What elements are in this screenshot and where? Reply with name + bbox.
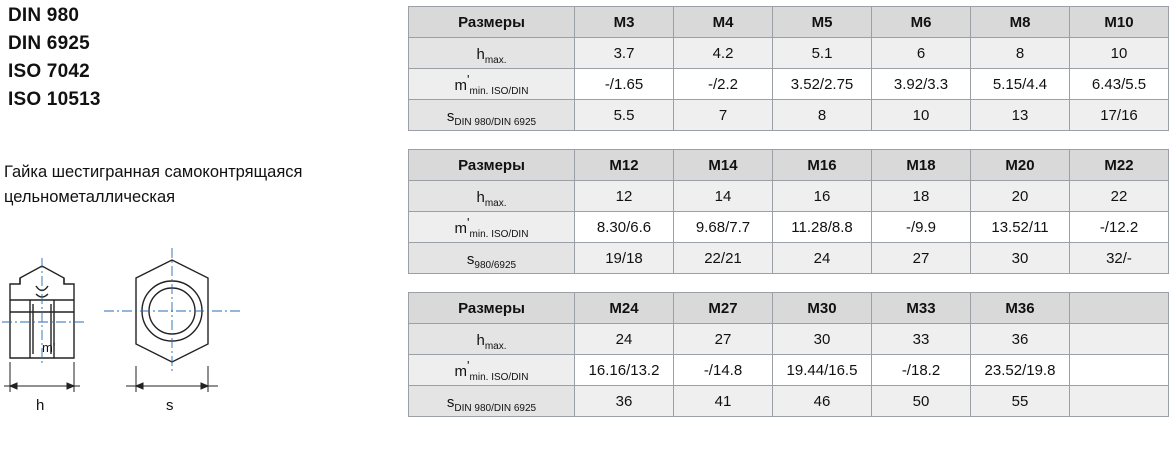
table-cell: 16 [773,181,872,212]
row-symbol: h [476,331,485,349]
column-header: M24 [575,293,674,324]
column-header: M5 [773,7,872,38]
column-header: M20 [971,150,1070,181]
row-header [409,355,575,386]
table-cell-empty [1070,355,1169,386]
table-row [409,243,1169,274]
table-cell: -/9.9 [872,212,971,243]
product-description [4,160,404,210]
table-row [409,181,1169,212]
column-header-empty [1070,293,1169,324]
standards-list [8,2,388,114]
row-subscript: DIN 980/DIN 6925 [454,402,537,414]
table-cell: 36 [575,386,674,417]
table-cell: 30 [773,324,872,355]
table-cell: 19.44/16.5 [773,355,872,386]
table-cell: 24 [575,324,674,355]
table-cell: 41 [674,386,773,417]
table-cell: 9.68/7.7 [674,212,773,243]
table-cell: -/1.65 [575,69,674,100]
row-header [409,324,575,355]
table-cell: 12 [575,181,674,212]
table-cell: 5.5 [575,100,674,131]
table-cell: 50 [872,386,971,417]
row-symbol: m [454,362,468,380]
table-cell: 4.2 [674,38,773,69]
dimension-table [408,6,1169,131]
table-row [409,355,1169,386]
dimension-tables [408,6,1168,435]
drawing-svg [0,240,400,440]
column-header: M27 [674,293,773,324]
table-cell: 19/18 [575,243,674,274]
column-header: M3 [575,7,674,38]
row-header [409,243,575,274]
table-cell: 8 [971,38,1070,69]
row-header [409,386,575,417]
table-cell: 46 [773,386,872,417]
table-cell: 11.28/8.8 [773,212,872,243]
standard-item: ISO 10513 [8,89,101,110]
dimension-table [408,149,1169,274]
table-cell: 8.30/6.6 [575,212,674,243]
column-header: M6 [872,7,971,38]
column-header: M14 [674,150,773,181]
row-symbol: s [446,107,455,125]
standard-item: DIN 6925 [8,33,90,54]
column-header: M10 [1070,7,1169,38]
row-symbol: s [466,250,475,268]
column-header: M12 [575,150,674,181]
column-header: Размеры [409,150,575,181]
column-header: Размеры [409,293,575,324]
row-subscript: min. ISO/DIN [469,228,529,240]
table-cell: 13.52/11 [971,212,1070,243]
row-subscript: max. [484,54,507,66]
dimension-label-s: s [166,397,174,414]
column-header: M36 [971,293,1070,324]
table-header-row [409,293,1169,324]
column-header: M30 [773,293,872,324]
row-header [409,100,575,131]
table-cell: 3.92/3.3 [872,69,971,100]
table-cell-empty [1070,386,1169,417]
table-cell: 24 [773,243,872,274]
table-cell: 13 [971,100,1070,131]
table-cell: 32/- [1070,243,1169,274]
description-line: Гайка шестигранная самоконтрящаяся [4,163,303,181]
table-cell: 33 [872,324,971,355]
row-header [409,212,575,243]
row-subscript: 980/6925 [474,259,517,271]
table-cell-empty [1070,324,1169,355]
dimension-label-h: h [36,397,45,414]
table-cell: 14 [674,181,773,212]
row-symbol: s [446,393,455,411]
standard-item: ISO 7042 [8,61,90,82]
nut-technical-drawing [0,240,400,440]
table-cell: 23.52/19.8 [971,355,1070,386]
table-row [409,38,1169,69]
table-cell: 27 [674,324,773,355]
table-cell: 17/16 [1070,100,1169,131]
row-prime: ' [467,71,470,87]
table-cell: 30 [971,243,1070,274]
row-symbol: h [476,45,485,63]
row-subscript: min. ISO/DIN [469,371,529,383]
table-cell: 5.15/4.4 [971,69,1070,100]
dimension-label-m: m' [42,340,56,355]
dimension-table [408,292,1169,417]
table-cell: -/18.2 [872,355,971,386]
column-header: Размеры [409,7,575,38]
table-cell: 10 [872,100,971,131]
column-header: M22 [1070,150,1169,181]
row-subscript: min. ISO/DIN [469,85,529,97]
standard-item: DIN 980 [8,5,80,26]
table-cell: 3.7 [575,38,674,69]
table-row [409,324,1169,355]
table-header-row [409,150,1169,181]
table-cell: 27 [872,243,971,274]
row-symbol: m [454,76,468,94]
table-cell: -/14.8 [674,355,773,386]
row-subscript: max. [484,340,507,352]
description-line: цельнометаллическая [4,188,176,206]
row-subscript: max. [484,197,507,209]
row-subscript: DIN 980/DIN 6925 [454,116,537,128]
table-cell: 5.1 [773,38,872,69]
row-symbol: h [476,188,485,206]
table-cell: -/12.2 [1070,212,1169,243]
column-header: M4 [674,7,773,38]
table-row [409,69,1169,100]
column-header: M33 [872,293,971,324]
table-row [409,212,1169,243]
column-header: M8 [971,7,1070,38]
row-header [409,181,575,212]
table-cell: 18 [872,181,971,212]
table-cell: 55 [971,386,1070,417]
row-header [409,69,575,100]
table-row [409,386,1169,417]
table-cell: 10 [1070,38,1169,69]
table-header-row [409,7,1169,38]
table-cell: 36 [971,324,1070,355]
table-cell: 6.43/5.5 [1070,69,1169,100]
table-cell: 8 [773,100,872,131]
table-row [409,100,1169,131]
column-header: M18 [872,150,971,181]
table-cell: 6 [872,38,971,69]
table-cell: 7 [674,100,773,131]
table-cell: 22 [1070,181,1169,212]
table-cell: 22/21 [674,243,773,274]
row-symbol: m [454,219,468,237]
table-cell: 20 [971,181,1070,212]
row-header [409,38,575,69]
table-cell: 3.52/2.75 [773,69,872,100]
left-info-column [0,0,404,474]
table-cell: 16.16/13.2 [575,355,674,386]
table-cell: -/2.2 [674,69,773,100]
row-prime: ' [467,357,470,373]
row-prime: ' [467,214,470,230]
column-header: M16 [773,150,872,181]
